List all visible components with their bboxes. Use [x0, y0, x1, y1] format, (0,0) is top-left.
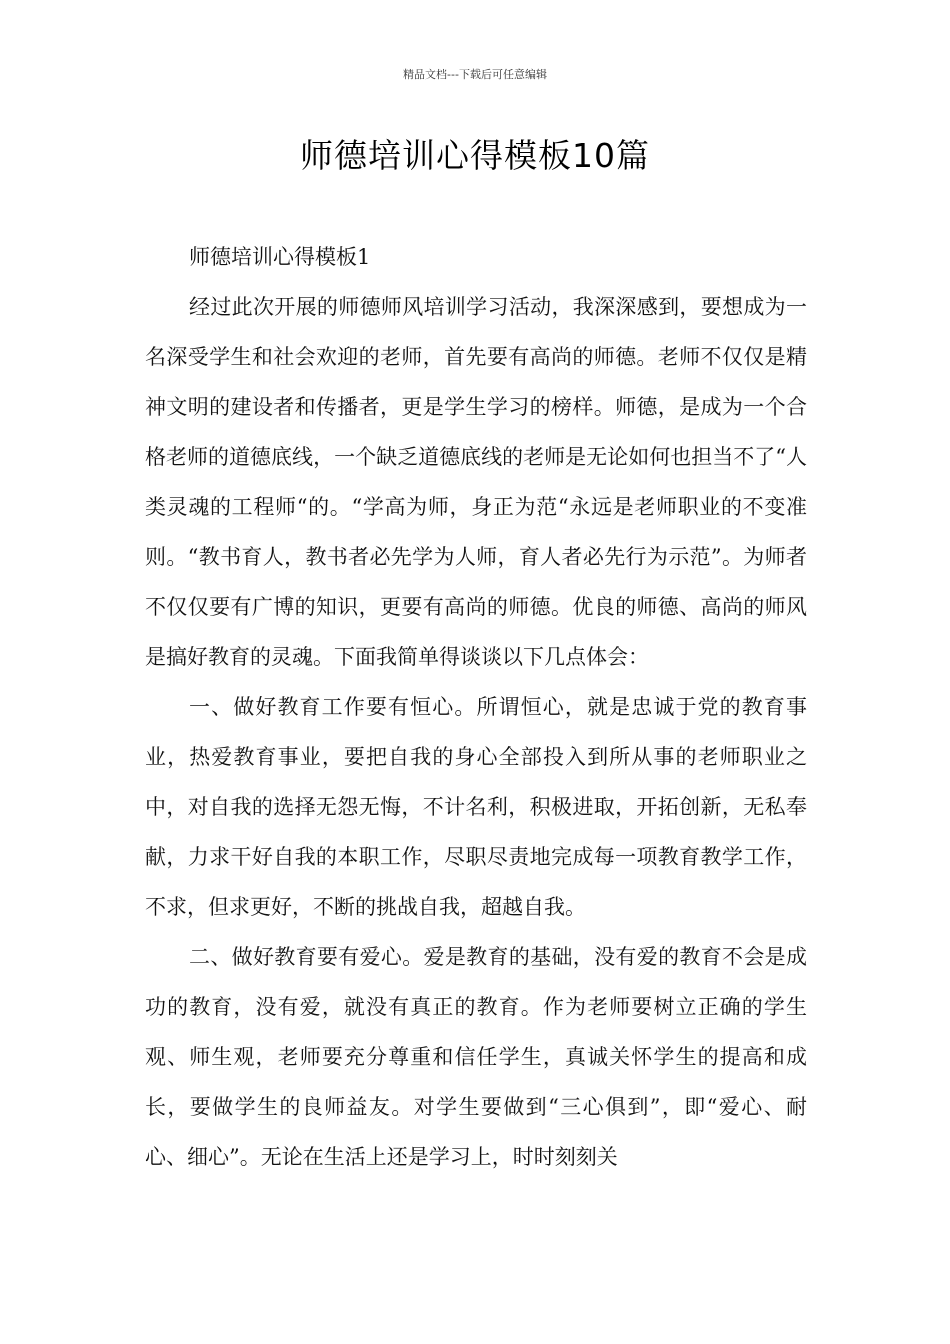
section-heading: 师德培训心得模板1: [189, 245, 371, 269]
header-note: 精品文档---下载后可任意编辑: [403, 68, 547, 81]
paragraph-intro: 经过此次开展的师德师风培训学习活动，我深深感到，要想成为一名深受学生和社会欢迎的老师，首先要有高尚的师德。老师不仅仅是精神文明的建设者和传播者，更是学生学习的榜样。师德，是成为一个合格老师的道德底线，一个缺乏道德底线的老师是无论如何也担当不了“人类灵魂的工程师“的。“学高为师，身正为范“永远是老师职业的不变准则。“教书育人，教书者必先学为人师，育人者必先行为示范”。为师者不仅仅要有广博的知识，更要有高尚的师德。优良的师德、高尚的师风是搞好教育的灵魂。下面我简单得谈谈以下几点体会：: [145, 295, 807, 669]
paragraph-point-one: 一、做好教育工作要有恒心。所谓恒心，就是忠诚于党的教育事业，热爱教育事业，要把自我的身心全部投入到所从事的老师职业之中，对自我的选择无怨无悔，不计名利，积极进取，开拓创新，无私奉献，力求干好自我的本职工作，尽职尽责地完成每一项教育教学工作，不求，但求更好，不断的挑战自我，超越自我。: [145, 695, 807, 919]
document-title: 师德培训心得模板10篇: [300, 136, 650, 175]
paragraph-point-two: 二、做好教育要有爱心。爱是教育的基础，没有爱的教育不会是成功的教育，没有爱，就没有真正的教育。作为老师要树立正确的学生观、师生观，老师要充分尊重和信任学生，真诚关怀学生的提高和成长，要做学生的良师益友。对学生要做到“三心俱到”，即“爱心、耐心、细心”。无论在生活上还是学习上，时时刻刻关: [145, 945, 807, 1169]
document-body: [145, 232, 807, 1182]
